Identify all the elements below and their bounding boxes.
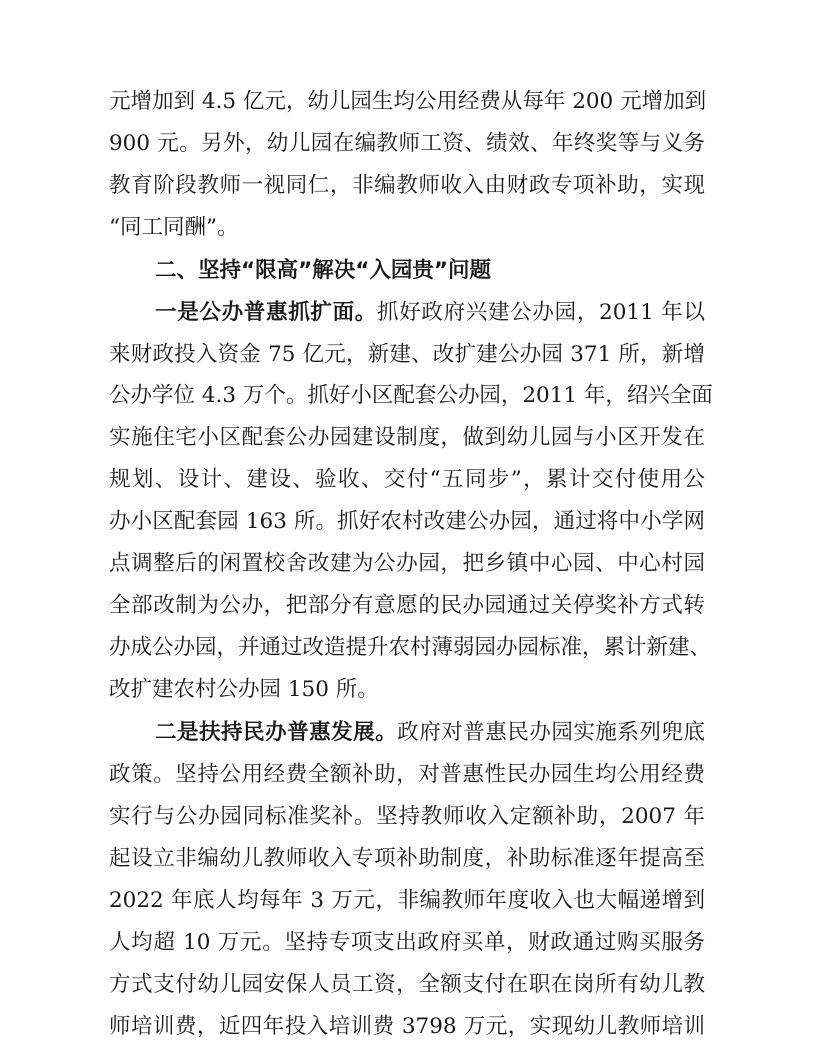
paragraph-line: 办成公办园，并通过改造提升农村薄弱园办园标准，累计新建、 — [109, 635, 712, 660]
paragraph-line: 公办学位 4.3 万个。抓好小区配套公办园，2011 年，绍兴全面 — [109, 383, 713, 408]
paragraph-text: 政府对普惠民办园实施系列兜底 — [397, 720, 705, 745]
paragraph-line: 全部改制为公办，把部分有意愿的民办园通过关停奖补方式转 — [109, 593, 705, 618]
paragraph-line: 点调整后的闲置校舍改建为公办园，把乡镇中心园、中心村园 — [109, 551, 705, 576]
paragraph-line: 教育阶段教师一视同仁，非编教师收入由财政专项补助，实现 — [109, 173, 705, 198]
paragraph-line: 900 元。另外，幼儿园在编教师工资、绩效、年终奖等与义务 — [109, 131, 705, 156]
paragraph-line: 人均超 10 万元。坚持专项支出政府买单，财政通过购买服务 — [109, 930, 705, 955]
paragraph-line: 2022 年底人均每年 3 万元，非编教师年度收入也大幅递增到 — [109, 888, 705, 913]
paragraph-first-line — [155, 298, 705, 328]
paragraph-line: 改扩建农村公办园 150 所。 — [109, 677, 379, 702]
paragraph-line: 起设立非编幼儿教师收入专项补助制度，补助标准逐年提高至 — [109, 846, 705, 871]
paragraph-line: 来财政投入资金 75 亿元，新建、改扩建公办园 371 所，新增 — [109, 342, 705, 367]
section-heading: 二、坚持“限高”解决“入园贵”问题 — [155, 258, 492, 283]
paragraph-line: 实施住宅小区配套公办园建设制度，做到幼儿园与小区开发在 — [109, 425, 705, 450]
paragraph-line: 师培训费，近四年投入培训费 3798 万元，实现幼儿教师培训 — [109, 1014, 705, 1039]
paragraph-first-line — [155, 718, 705, 748]
paragraph-line: 规划、设计、建设、验收、交付“五同步”，累计交付使用公 — [109, 467, 705, 492]
paragraph-line: 政策。坚持公用经费全额补助，对普惠性民办园生均公用经费 — [109, 762, 705, 787]
paragraph-line: 实行与公办园同标准奖补。坚持教师收入定额补助，2007 年 — [109, 804, 705, 829]
paragraph-line: 元增加到 4.5 亿元，幼儿园生均公用经费从每年 200 元增加到 — [109, 89, 707, 114]
paragraph-lead: 二是扶持民办普惠发展。 — [155, 720, 398, 745]
paragraph-line: “同工同酬”。 — [109, 215, 239, 240]
paragraph-line: 方式支付幼儿园安保人员工资，全额支付在职在岗所有幼儿教 — [109, 972, 705, 997]
paragraph-text: 抓好政府兴建公办园，2011 年以 — [377, 300, 705, 325]
paragraph-lead: 一是公办普惠抓扩面。 — [155, 300, 378, 325]
paragraph-line: 办小区配套园 163 所。抓好农村改建公办园，通过将中小学网 — [109, 509, 705, 534]
